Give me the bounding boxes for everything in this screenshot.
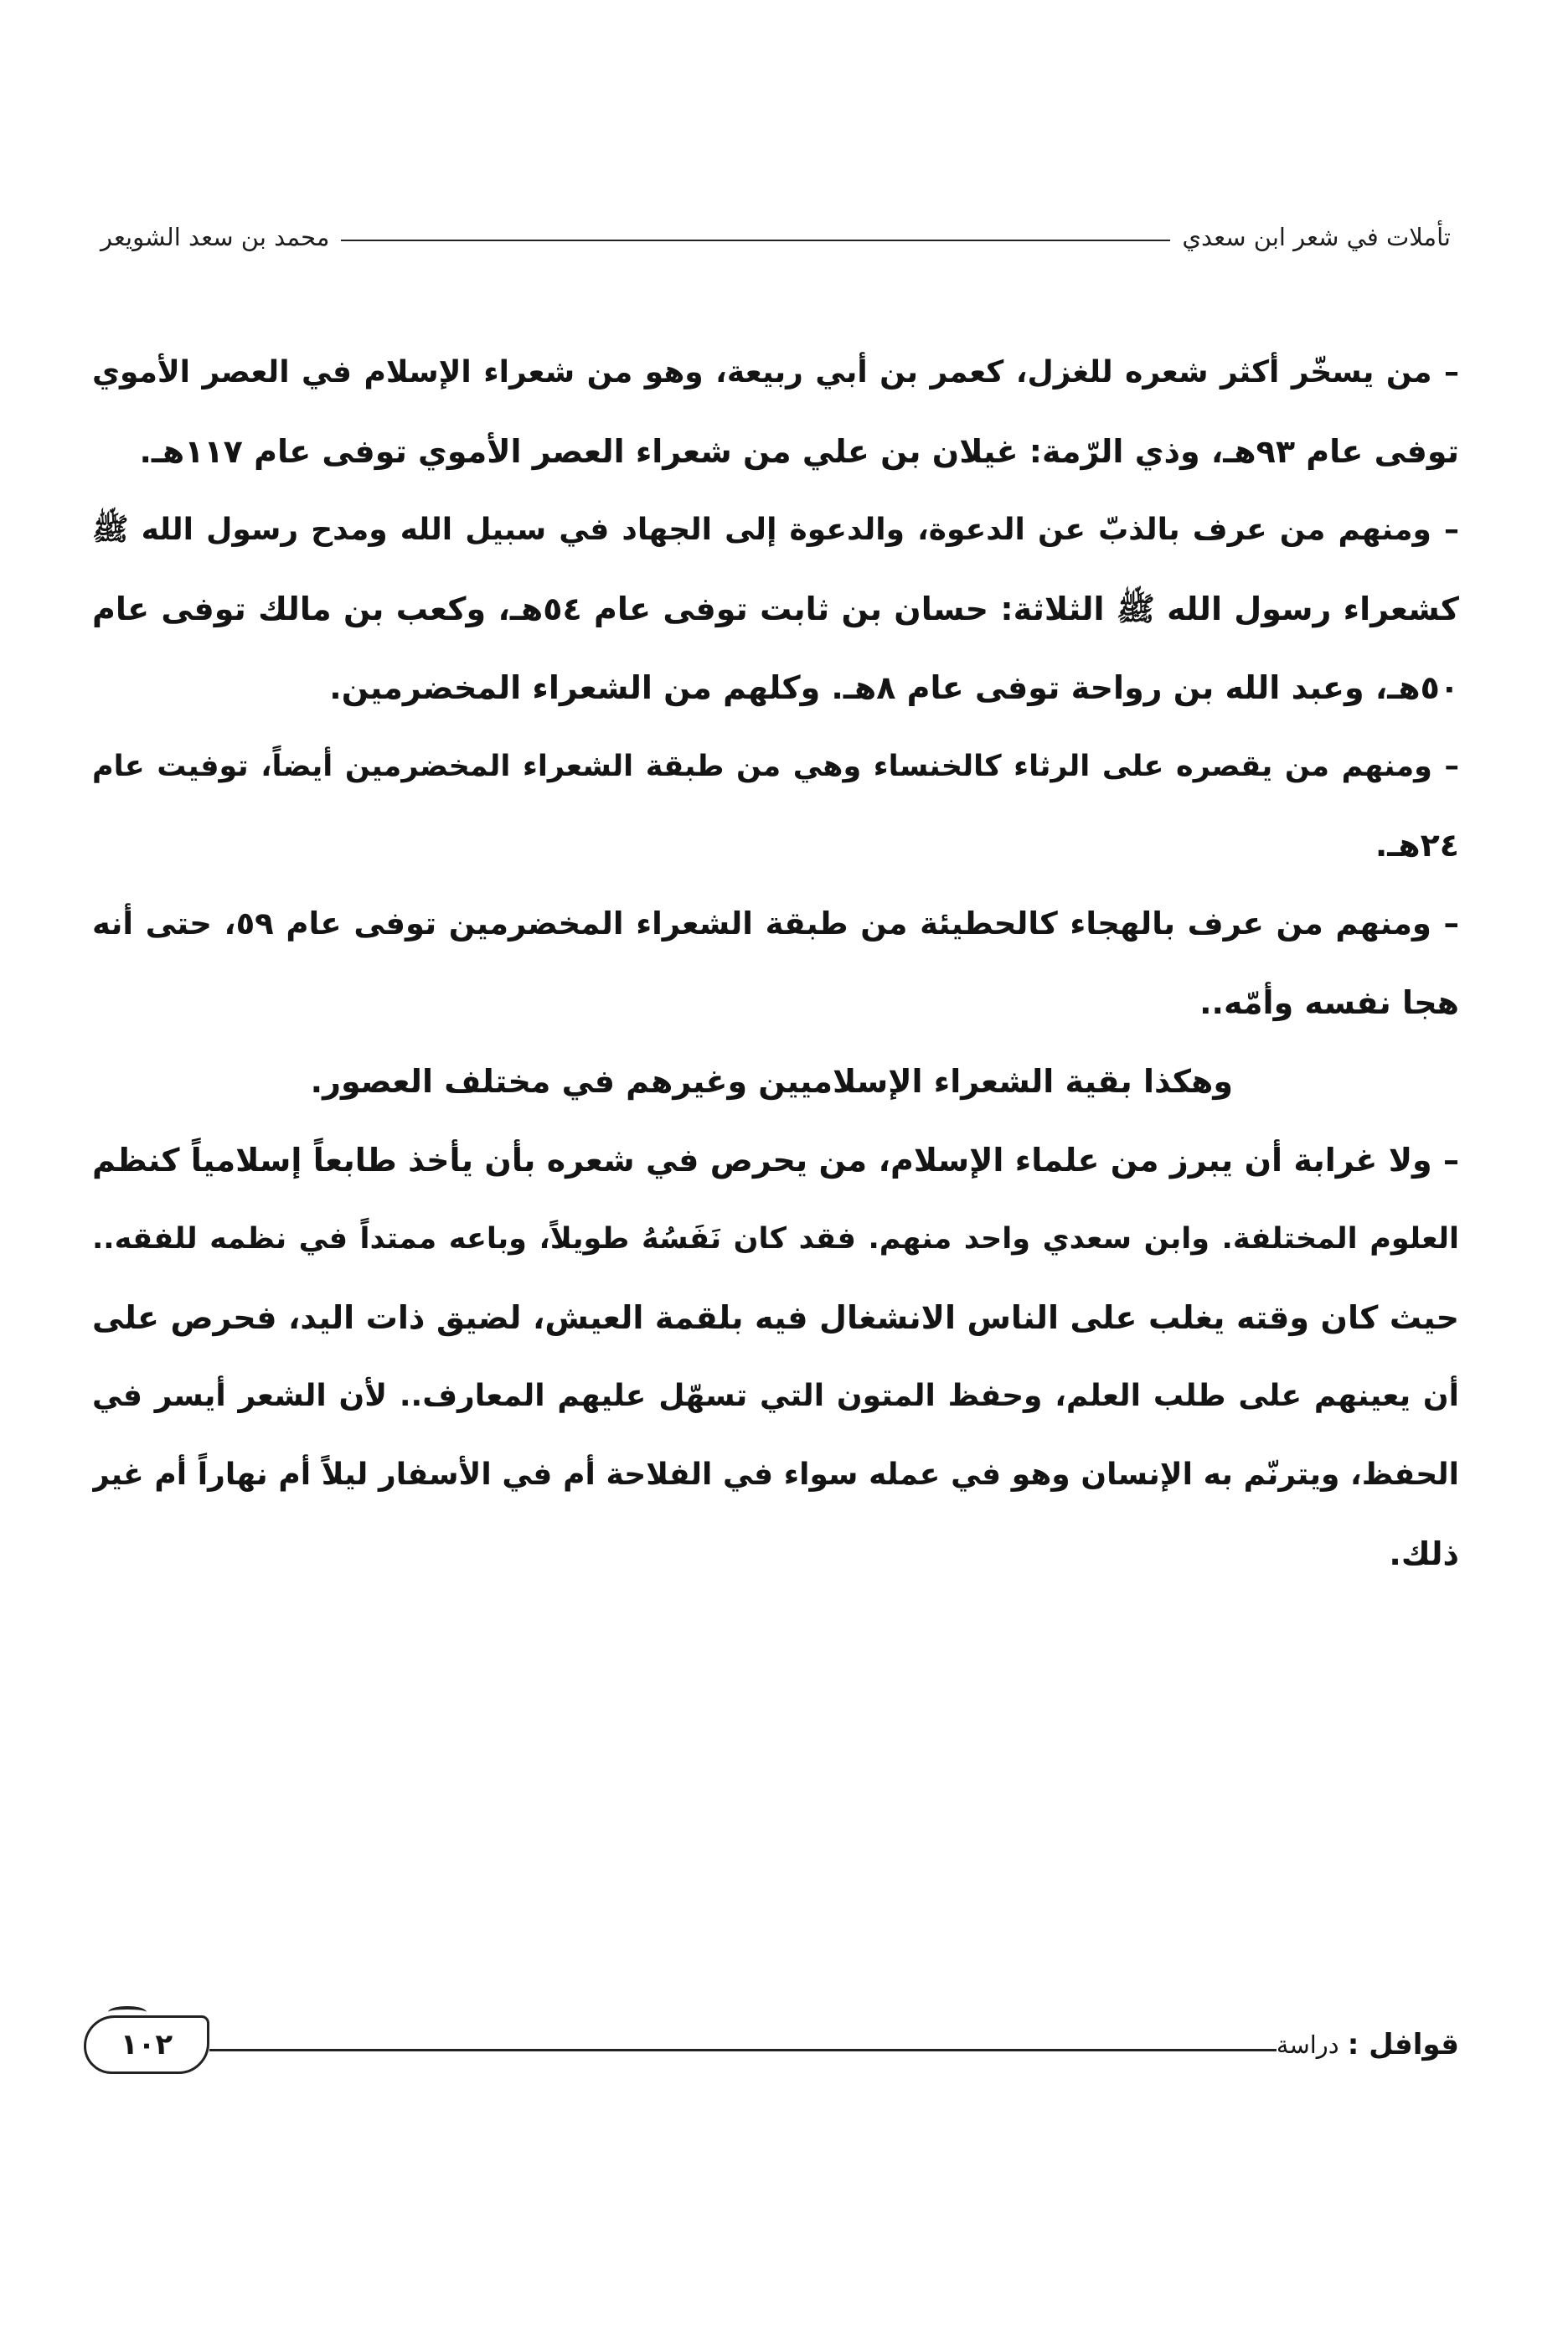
page-number: ١٠٢: [120, 2028, 173, 2061]
body-line: ذلك.: [1389, 1535, 1459, 1572]
body-line: الحفظ، ويترنّم به الإنسان وهو في عمله سواء في الفلاحة أم في الأسفار ليلاً أم نهاراً أم غير: [92, 1458, 1459, 1492]
page-number-frame: [84, 2015, 209, 2074]
body-line: حيث كان وقته يغلب على الناس الانشغال فيه بلقمة العيش، لضيق ذات اليد، فحرص على: [92, 1299, 1459, 1336]
footer-rule: [209, 2049, 1277, 2051]
ornament-icon: [108, 2006, 147, 2018]
body-line: أن يعينهم على طلب العلم، وحفظ المتون التي تسهّل عليهم المعارف.. لأن الشعر أيسر في: [92, 1379, 1459, 1413]
body-line: هجا نفسه وأمّه..: [1199, 984, 1459, 1021]
body-line: ٢٤هـ.: [1375, 827, 1459, 864]
body-line: العلوم المختلفة. وابن سعدي واحد منهم. فقد كان نَفَسُهُ طويلاً، وباعه ممتداً في نظمه للفقه..: [92, 1222, 1459, 1256]
header-author: محمد بن سعد الشويعر: [101, 223, 330, 251]
body-line: – ولا غرابة أن يبرز من علماء الإسلام، من يحرص في شعره بأن يأخذ طابعاً إسلامياً كنظم: [92, 1142, 1459, 1179]
body-line: – ومنهم من عرف بالهجاء كالحطيئة من طبقة الشعراء المخضرمين توفى عام ٥٩، حتى أنه: [92, 905, 1459, 942]
page-footer: [84, 2007, 1459, 2082]
body-line: كشعراء رسول الله ﷺ الثلاثة: حسان بن ثابت توفى عام ٥٤هـ، وكعب بن مالك توفى عام: [92, 591, 1459, 627]
footer-journal: قوافل :: [1347, 2028, 1459, 2061]
running-header: [101, 216, 1451, 258]
body-line: – ومنهم من عرف بالذبّ عن الدعوة، والدعوة إلى الجهاد في سبيل الله ومدح رسول الله ﷺ: [92, 513, 1459, 547]
body-line: ٥٠هـ، وعبد الله بن رواحة توفى عام ٨هـ. وكلهم من الشعراء المخضرمين.: [329, 669, 1459, 706]
header-title: تأملات في شعر ابن سعدي: [1182, 223, 1451, 251]
body-line: توفى عام ٩٣هـ، وذي الرّمة: غيلان بن علي من شعراء العصر الأموي توفى عام ١١٧هـ.: [139, 433, 1459, 470]
header-rule: [341, 240, 1170, 241]
body-text: [92, 333, 1459, 1593]
footer-section: دراسة: [1276, 2030, 1339, 2059]
body-line: – من يسخّر أكثر شعره للغزل، كعمر بن أبي ربيعة، وهو من شعراء الإسلام في العصر الأموي: [92, 355, 1459, 390]
body-line: – ومنهم من يقصره على الرثاء كالخنساء وهي من طبقة الشعراء المخضرمين أيضاً، توفيت عام: [92, 750, 1459, 783]
body-line: وهكذا بقية الشعراء الإسلاميين وغيرهم في مختلف العصور.: [310, 1063, 1233, 1100]
